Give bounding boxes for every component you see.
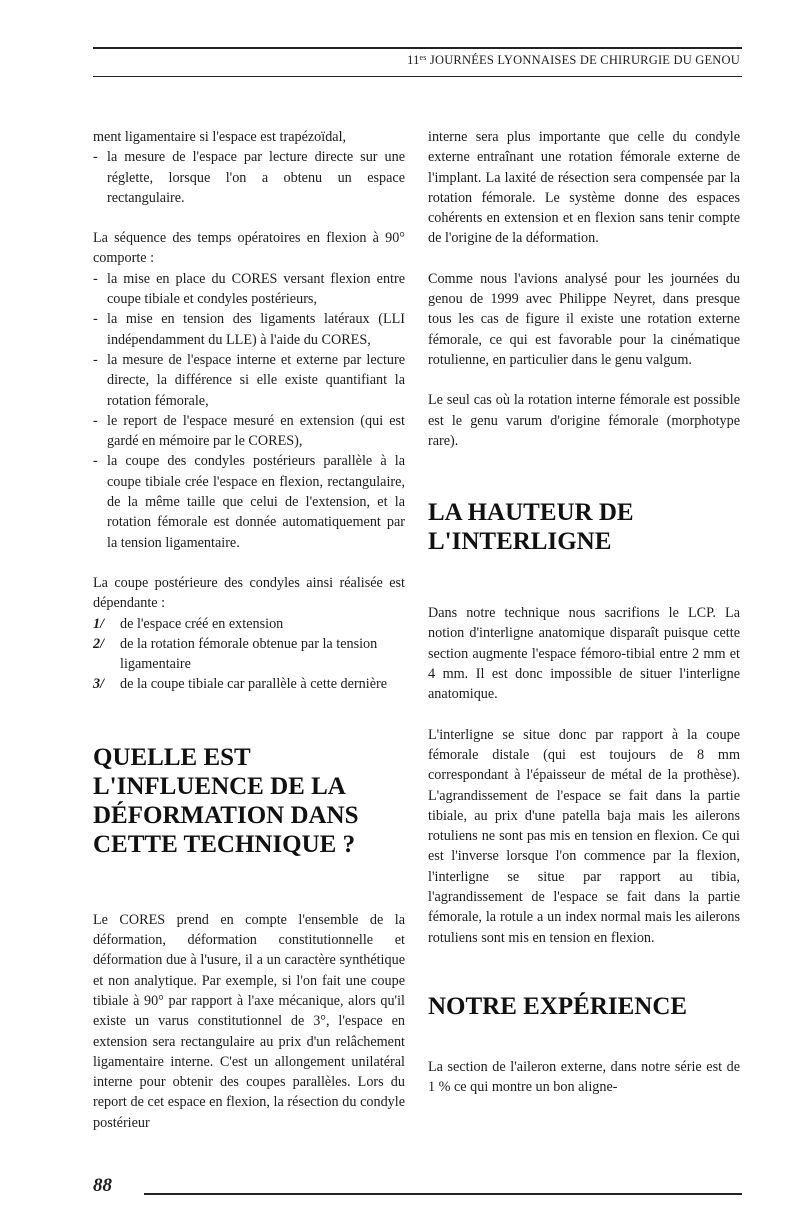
section-heading-interligne: LA HAUTEUR DE L'INTERLIGNE [428, 499, 634, 556]
section-heading-experience: NOTRE EXPÉRIENCE [428, 992, 688, 1020]
left-dash-list-2 [93, 269, 405, 553]
list-item: - la mesure de l'espace par lecture directe sur une réglette, lorsque l'on a obtenu un espace rectangulaire. [93, 147, 405, 208]
right-paragraph-4: Dans notre technique nous sacrifions le LCP. La notion d'interligne anatomique disparaît puisque cette section augmente l'espace fémoro-tibial entre 2 mm et 4 mm. Il est donc impossible de situer l'interligne anatomique. [428, 605, 740, 703]
running-head-text: JOURNÉES LYONNAISES DE CHIRURGIE DU GENOU [426, 53, 740, 67]
item-number: 3/ [93, 676, 105, 693]
running-head-ordinal: es [419, 53, 427, 62]
numbered-item [93, 634, 405, 675]
right-paragraph-1: interne sera plus importante que celle du condyle externe entraînant une rotation fémorale externe de l'implant. La laxité de résection sera compensée par la rotation fémorale. Le système donne des espaces cohérents en extension et en flexion sans tenir compte de l'origine de la déformation. [428, 129, 740, 247]
section-heading-influence: QUELLE EST L'INFLUENCE DE LA DÉFORMATION DANS CETTE TECHNIQUE ? [93, 743, 359, 858]
item-number: 2/ [93, 635, 105, 652]
right-paragraph-6: La section de l'aileron externe, dans notre série est de 1 % ce qui montre un bon aligne- [428, 1058, 740, 1096]
left-paragraph-2: La séquence des temps opératoires en flexion à 90° comporte : [93, 230, 405, 267]
left-paragraph-1: ment ligamentaire si l'espace est trapézoïdal, [93, 129, 347, 145]
right-paragraph-3: Le seul cas où la rotation interne fémorale est possible est le genu varum d'origine fémorale (morphotype rare). [428, 392, 740, 449]
header-top-rule [93, 47, 742, 49]
item-number: 1/ [93, 615, 105, 632]
page-number: 88 [93, 1175, 112, 1196]
right-column [428, 127, 740, 1098]
left-dash-list-1 [93, 147, 405, 208]
running-head [380, 53, 740, 68]
left-paragraph-4: Le CORES prend en compte l'ensemble de la déformation, déformation constitutionnelle et déformation due à l'usure, il a un caractère synthétique et non analytique. Par exemple, si l'on fait une coupe tibiale à 90° par rapport à l'axe mécanique, alors qu'il existe un varus constitutionnel de 3°, l'espace en extension sera rectangulaire au prix d'un relâchement ligamentaire interne. C'est un allongement unilatéral interne pour obtenir des coupes parallèles. Lors du report de cet espace en flexion, la résection du condyle postérieur [93, 911, 405, 1131]
list-item: - le report de l'espace mesuré en extension (qui est gardé en mémoire par le CORES), [93, 411, 405, 452]
item-text: de la coupe tibiale car parallèle à cette dernière [120, 676, 388, 693]
list-item: - la coupe des condyles postérieurs parallèle à la coupe tibiale crée l'espace en flexion, rectangulaire, de la même taille que celui de l'extension, et la rotation fémorale est donnée automatiquement par la tension ligamentaire. [93, 451, 405, 552]
right-paragraph-5: L'interligne se situe donc par rapport à la coupe fémorale distale (qui est toujours de 8 mm correspondant à l'épaisseur de métal de la prothèse). L'agrandissement de l'espace se fait dans la partie tibiale, au prix d'une patella baja mais les ailerons rotuliens ne sont pas mis en tension en flexion. Ce qui est l'inverse lorsque l'on commence par la flexion, l'interligne se situe par rapport au tibia, l'agrandissement de l'espace se fait dans la partie fémorale, la rotule a un index normal mais les ailerons rotuliens sont mis en tension en flexion. [428, 726, 740, 946]
list-item: - la mise en place du CORES versant flexion entre coupe tibiale et condyles postérieurs, [93, 269, 405, 310]
numbered-item [93, 674, 405, 694]
list-item: - la mesure de l'espace interne et externe par lecture directe, la différence si elle existe quantifiant la rotation fémorale, [93, 350, 405, 411]
left-column [93, 127, 405, 1133]
item-text: de l'espace créé en extension [120, 615, 284, 632]
list-item: - la mise en tension des ligaments latéraux (LLI indépendamment du LLE) à l'aide du CORES, [93, 309, 405, 350]
item-text: de la rotation fémorale obtenue par la tension ligamentaire [120, 635, 378, 673]
left-paragraph-3: La coupe postérieure des condyles ainsi réalisée est dépendante : [93, 574, 405, 612]
running-head-number: 11 [407, 53, 420, 67]
right-paragraph-2: Comme nous l'avions analysé pour les journées du genou de 1999 avec Philippe Neyret, dans presque tous les cas de figure il existe une rotation externe fémorale, ce qui est favorable pour la cinématique rotulienne, en particulier dans le genu valgum. [428, 270, 740, 368]
numbered-list [93, 614, 405, 695]
numbered-item [93, 614, 405, 634]
footer-rule [144, 1193, 742, 1195]
header-bottom-rule [93, 76, 742, 77]
